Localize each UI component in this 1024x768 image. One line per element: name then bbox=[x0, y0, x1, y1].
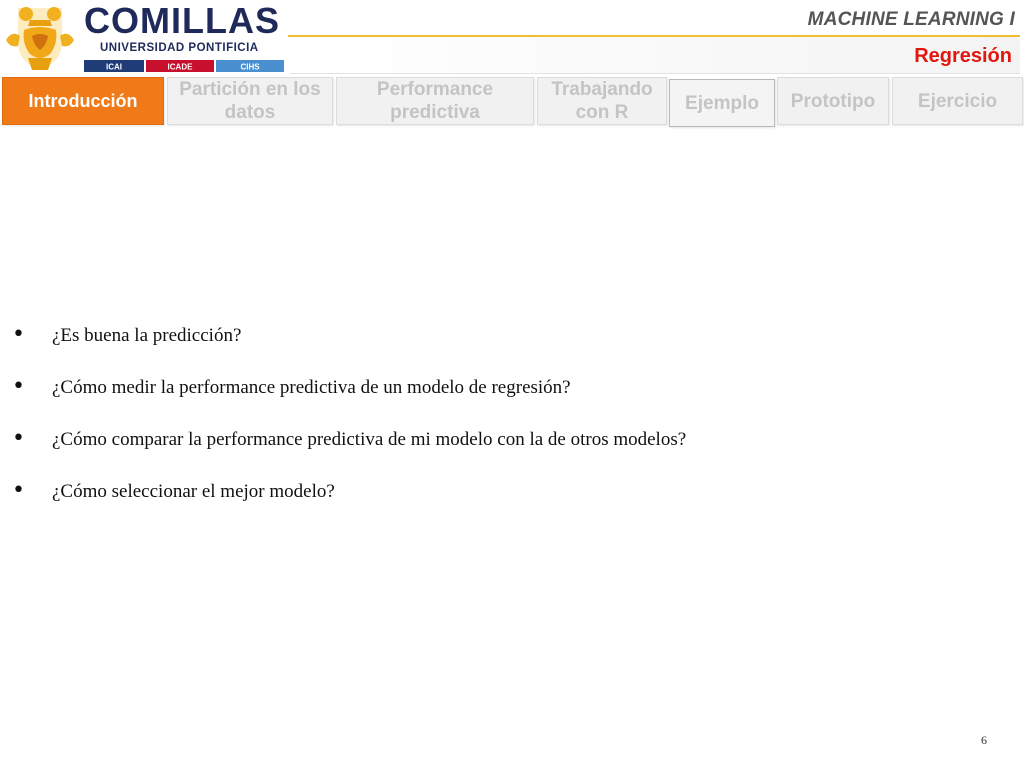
tab-ejercicio[interactable]: Ejercicio bbox=[892, 77, 1023, 125]
bullet-text: ¿Cómo comparar la performance predictiva de mi modelo con la de otros modelos? bbox=[52, 429, 687, 450]
tab-particion-en-los-datos[interactable]: Partición en los datos bbox=[167, 77, 333, 125]
logo-wordmark: COMILLAS bbox=[84, 0, 280, 41]
bullet-icon: • bbox=[12, 426, 25, 451]
tab-trabajando-con-r[interactable]: Trabajando con R bbox=[537, 77, 667, 125]
bullet-text: ¿Cómo medir la performance predictiva de un modelo de regresión? bbox=[52, 377, 571, 398]
section-title: Regresión bbox=[914, 45, 1012, 67]
logo-subtitle: UNIVERSIDAD PONTIFICIA bbox=[100, 42, 259, 54]
coat-of-arms-lion-icon bbox=[6, 7, 74, 70]
bullet-icon: • bbox=[12, 374, 25, 399]
tab-prototipo[interactable]: Prototipo bbox=[777, 77, 889, 125]
tab-ejemplo[interactable]: Ejemplo bbox=[669, 79, 775, 127]
course-title: MACHINE LEARNING I bbox=[807, 9, 1015, 30]
tab-introduccion[interactable]: Introducción bbox=[2, 77, 164, 125]
tab-performance-predictiva[interactable]: Performance predictiva bbox=[336, 77, 534, 125]
bullet-text: ¿Cómo seleccionar el mejor modelo? bbox=[52, 481, 335, 502]
bullet-icon: • bbox=[12, 322, 25, 347]
comillas-logo bbox=[0, 0, 290, 74]
section-title-box bbox=[290, 37, 1020, 74]
logo-school-icade: ICADE bbox=[167, 62, 193, 72]
logo-school-cihs: CIHS bbox=[240, 62, 260, 72]
bullet-icon: • bbox=[12, 478, 25, 503]
bullet-text: ¿Es buena la predicción? bbox=[52, 325, 242, 346]
page-number: 6 bbox=[981, 733, 987, 747]
logo-school-icai: ICAI bbox=[106, 62, 122, 72]
